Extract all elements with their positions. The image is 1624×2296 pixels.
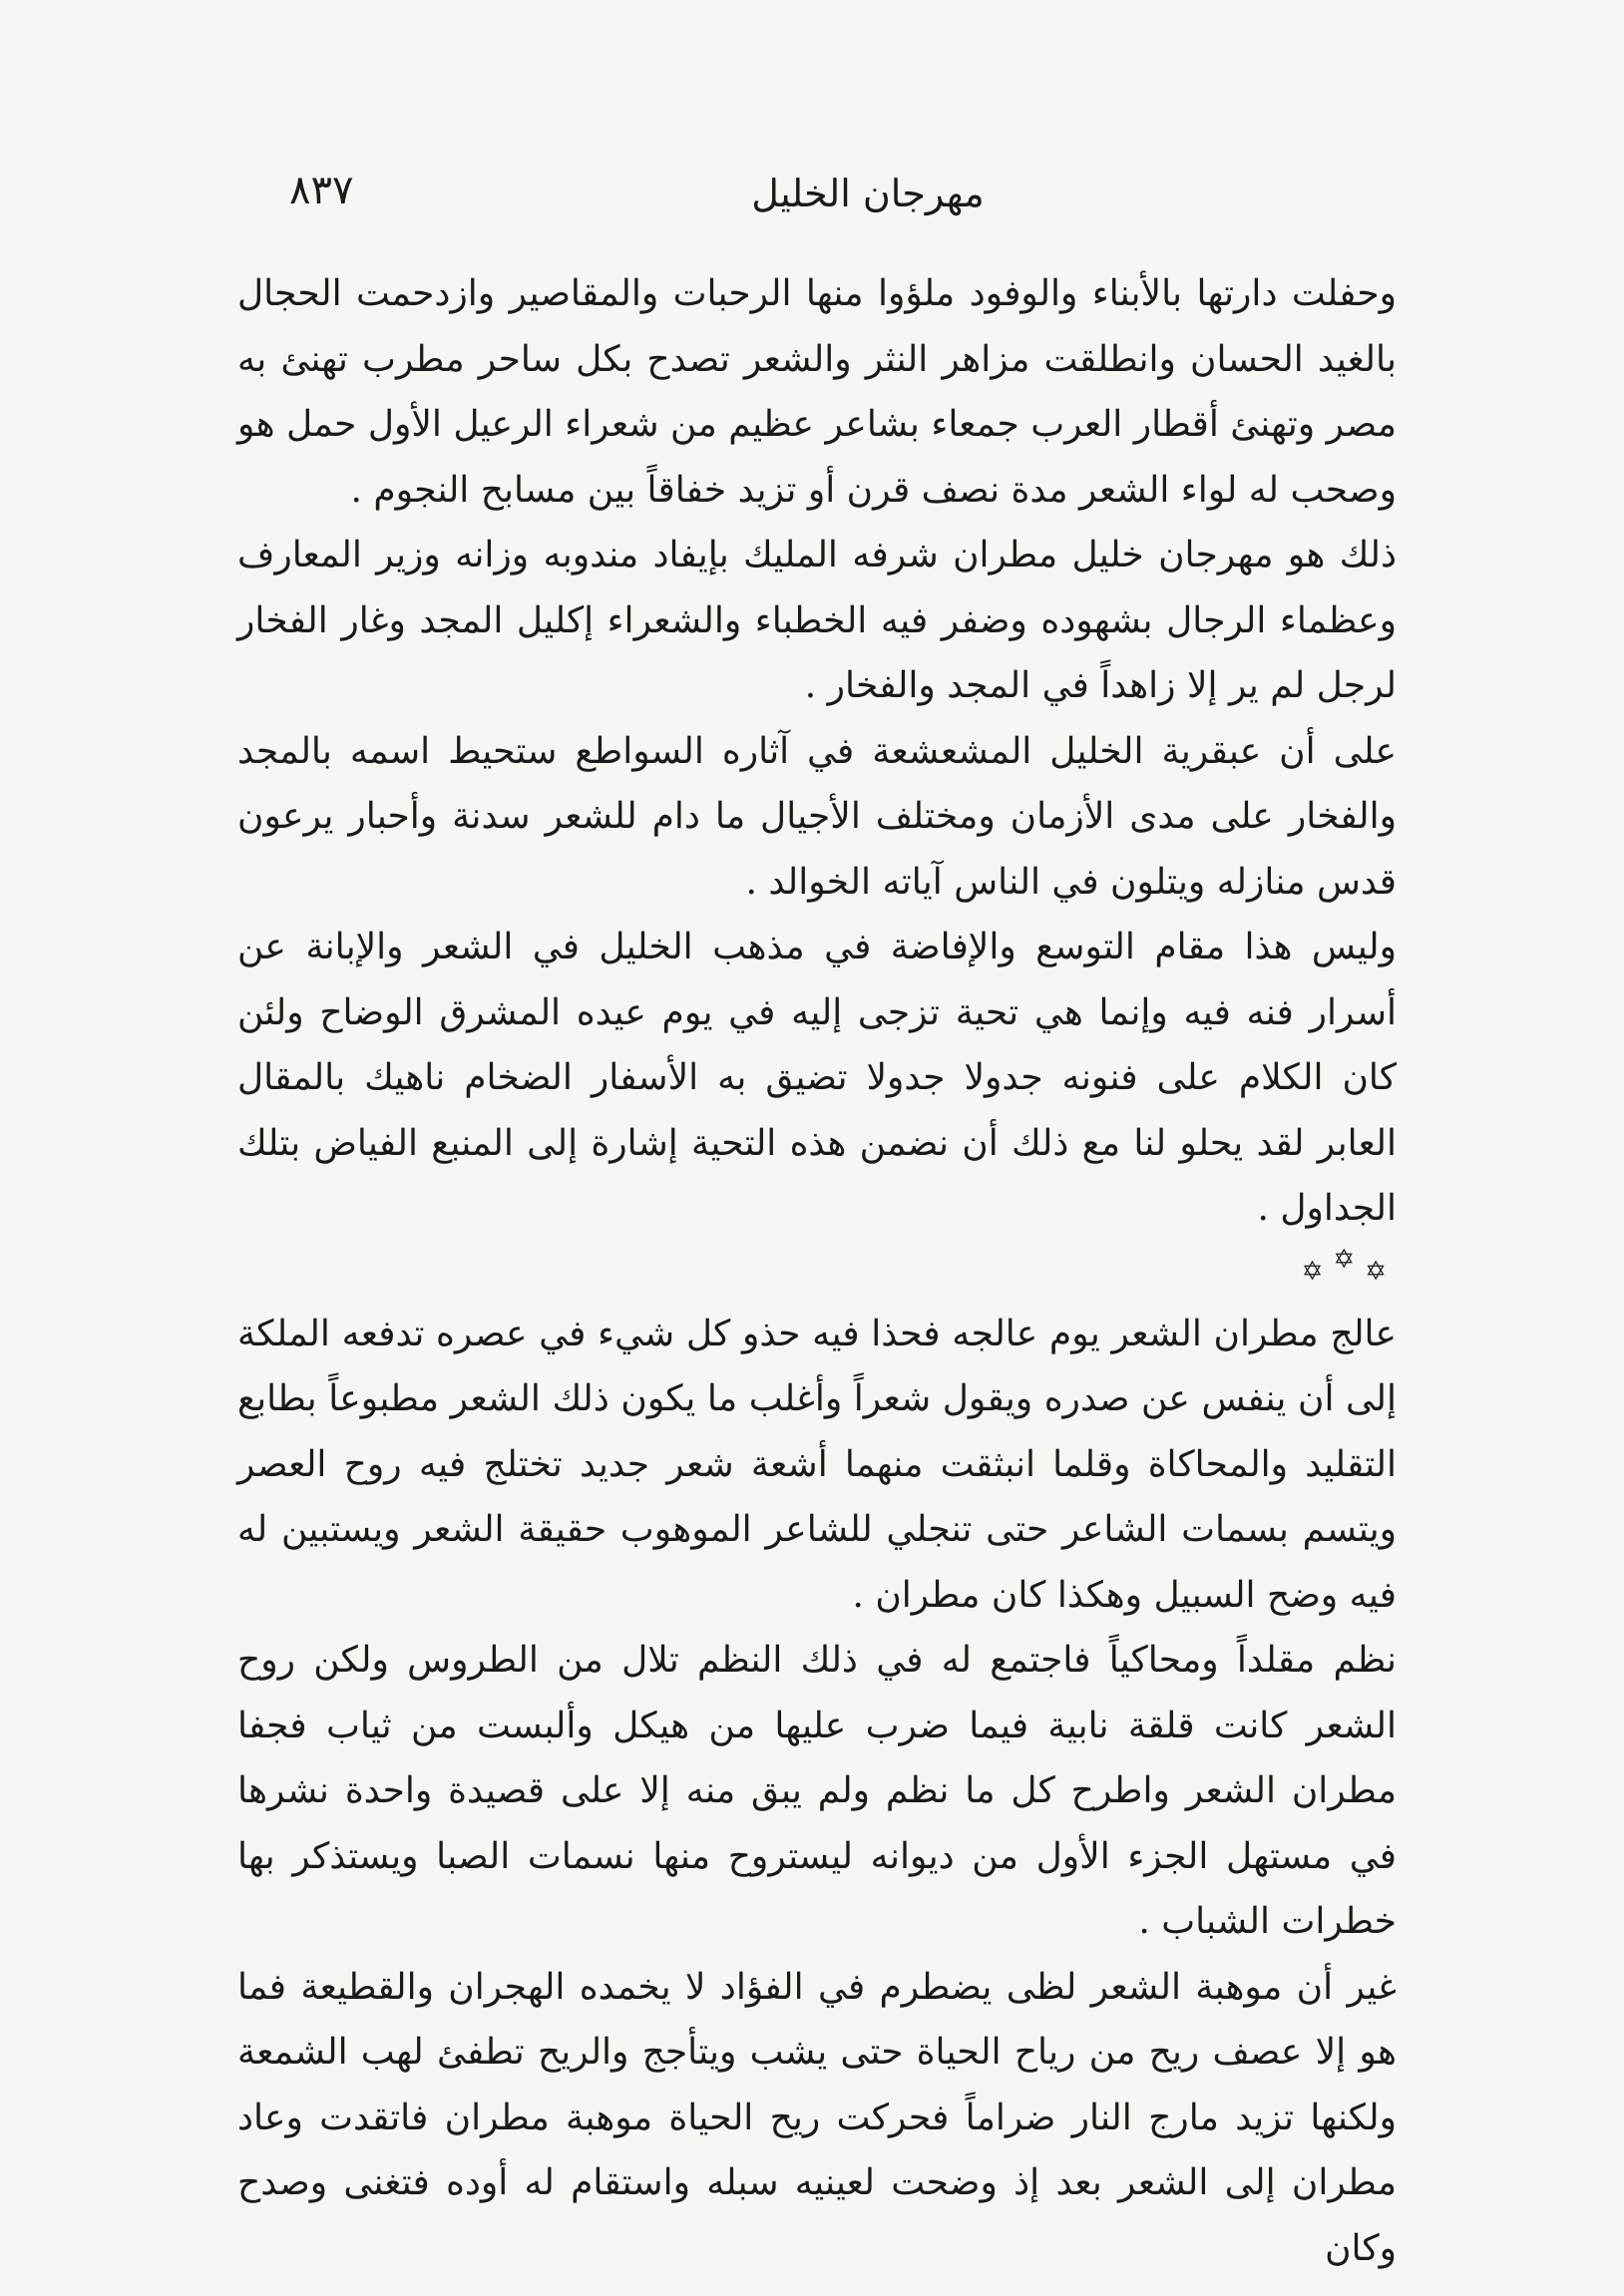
star-ornament-icon: ✡ [1301, 1256, 1334, 1287]
paragraph-2: ذلك هو مهرجان خليل مطران شرفه المليك بإيفاد مندوبه وزانه وزير المعارف وعظماء الرجال بشهوده وضفر فيه الخطباء والشعراء إكليل المجد وغار الفخار لرجل لم ير إلا زاهداً في المجد والفخار . [237, 535, 1397, 706]
star-ornament-icon: ✡ [1365, 1256, 1397, 1287]
section-divider-stars [237, 1242, 1397, 1302]
paragraph-3: على أن عبقرية الخليل المشعشعة في آثاره السواطع ستحيط اسمه بالمجد والفخار على مدى الأزمان ومختلف الأجيال ما دام للشعر سدنة وأحبار يرعون قدس منازله ويتلون في الناس آياته الخوالد . [237, 730, 1397, 903]
body-text [237, 261, 1397, 2281]
star-ornament-icon: ✡ [1333, 1244, 1366, 1275]
running-title: مهرجان الخليل [751, 172, 985, 215]
page-number: ٨٣٧ [289, 168, 354, 213]
paragraph-7: غير أن موهبة الشعر لظى يضطرم في الفؤاد لا يخمده الهجران والقطيعة فما هو إلا عصف ريح من رياح الحياة حتى يشب ويتأجج والريح تطفئ لهب الشمعة ولكنها تزيد مارج النار ضراماً فحركت ريح الحياة موهبة مطران فاتقدت وعاد مطران إلى الشعر بعد إذ وضحت لعينيه سبله واستقام له أوده فتغنى وصدح وكان [237, 1966, 1397, 2269]
paragraph-6: نظم مقلداً ومحاكياً فاجتمع له في ذلك النظم تلال من الطروس ولكن روح الشعر كانت قلقة نابية فيما ضرب عليها من هيكل وألبست من ثياب فجفا مطران الشعر واطرح كل ما نظم ولم يبق منه إلا على قصيدة واحدة نشرها في مستهل الجزء الأول من ديوانه ليستروح منها نسمات الصبا ويستذكر بها خطرات الشباب . [237, 1640, 1397, 1942]
paragraph-5: عالج مطران الشعر يوم عالجه فحذا فيه حذو كل شيء في عصره تدفعه الملكة إلى أن ينفس عن صدره ويقول شعراً وأغلب ما يكون ذلك الشعر مطبوعاً بطابع التقليد والمحاكاة وقلما انبثقت منهما أشعة شعر جديد تختلج فيه روح العصر ويتسم بسمات الشاعر حتى تنجلي للشاعر الموهوب حقيقة الشعر ويستبين له فيه وضح السبيل وهكذا كان مطران . [237, 1313, 1397, 1616]
paragraph-4: وليس هذا مقام التوسع والإفاضة في مذهب الخليل في الشعر والإبانة عن أسرار فنه فيه وإنما هي تحية تزجى إليه في يوم عيده المشرق الوضاح ولئن كان الكلام على فنونه جدولا جدولا تضيق به الأسفار الضخام ناهيك بالمقال العابر لقد يحلو لنا مع ذلك أن نضمن هذه التحية إشارة إلى المنبع الفياض بتلك الجداول . [237, 927, 1397, 1229]
paragraph-1: وحفلت دارتها بالأبناء والوفود ملؤوا منها الرحبات والمقاصير وازدحمت الحجال بالغيد الحسان وانطلقت مزاهر النثر والشعر تصدح بكل ساحر مطرب تهنئ به مصر وتهنئ أقطار العرب جمعاء بشاعر عظيم من شعراء الرعيل الأول حمل هو وصحب له لواء الشعر مدة نصف قرن أو تزيد خفاقاً بين مسابح النجوم . [237, 273, 1397, 511]
page-header [289, 168, 1397, 237]
